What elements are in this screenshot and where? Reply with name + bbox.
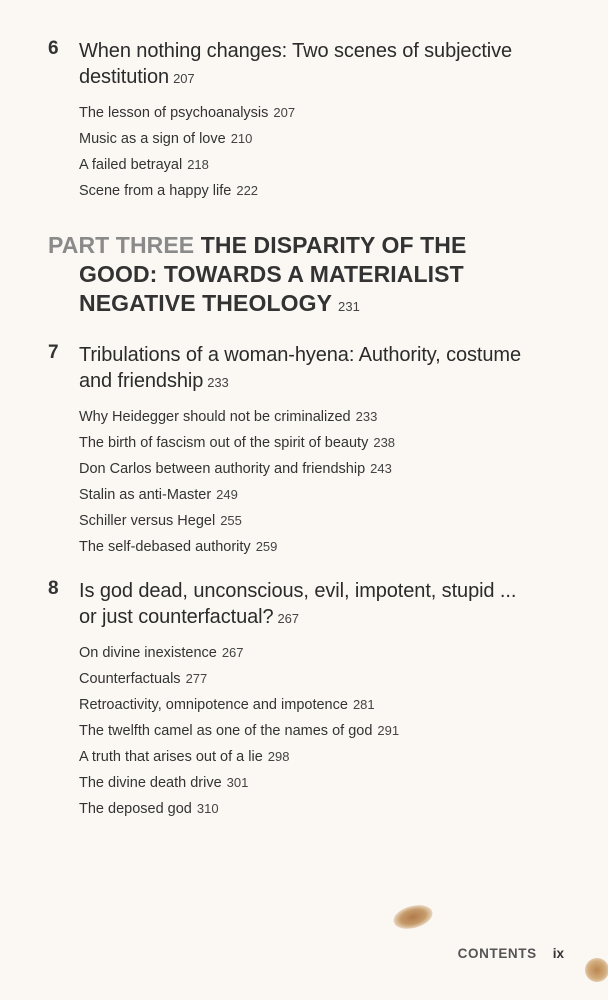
chapter-title xyxy=(79,38,568,92)
section-title: Music as a sign of love xyxy=(79,131,226,147)
chapter-number: 8 xyxy=(48,578,59,599)
section-page: 218 xyxy=(187,157,209,172)
chapter-title-line: When nothing changes: Two scenes of subjective xyxy=(79,40,513,62)
part-page: 231 xyxy=(338,299,361,314)
chapter-6 xyxy=(48,38,568,204)
section-page: 255 xyxy=(220,513,242,528)
section-page: 267 xyxy=(221,645,244,660)
chapter-page: 267 xyxy=(277,611,299,626)
part-heading xyxy=(48,231,568,321)
chapter-title-line: destitution xyxy=(79,66,170,88)
section-entry xyxy=(79,508,568,534)
section-list xyxy=(79,100,568,204)
chapter-number: 7 xyxy=(48,342,59,363)
section-title: Don Carlos between authority and friendship xyxy=(79,461,366,477)
section-title: Why Heidegger should not be criminalized xyxy=(79,409,351,425)
section-title: A truth that arises out of a lie xyxy=(79,749,263,765)
section-page: 298 xyxy=(267,749,290,764)
section-title: The birth of fascism out of the spirit of beauty xyxy=(79,435,369,451)
section-entry xyxy=(79,666,568,692)
section-entry xyxy=(79,456,568,482)
section-entry xyxy=(79,770,568,796)
section-page: 222 xyxy=(236,183,259,198)
chapter-number: 6 xyxy=(48,38,59,59)
page-number: ix xyxy=(552,946,564,961)
section-entry xyxy=(79,152,568,178)
section-page: 207 xyxy=(273,105,296,120)
section-title: Counterfactuals xyxy=(79,671,181,687)
section-page: 238 xyxy=(373,435,396,450)
section-page: 281 xyxy=(352,697,375,712)
section-entry xyxy=(79,430,568,456)
section-entry xyxy=(79,744,568,770)
section-title: Schiller versus Hegel xyxy=(79,513,216,529)
chapter-title xyxy=(79,342,568,396)
chapter-title-line: Is god dead, unconscious, evil, impotent, stupid ... xyxy=(79,580,517,602)
section-title: The lesson of psychoanalysis xyxy=(79,105,269,121)
paper-stain xyxy=(585,958,608,982)
section-title: Retroactivity, omnipotence and impotence xyxy=(79,697,348,713)
section-entry xyxy=(79,178,568,204)
section-page: 301 xyxy=(226,775,249,790)
chapter-page: 207 xyxy=(173,71,195,86)
section-page: 233 xyxy=(355,409,378,424)
chapter-8 xyxy=(48,578,568,822)
chapter-7 xyxy=(48,342,568,560)
section-page: 277 xyxy=(185,671,208,686)
part-label: PART THREE xyxy=(48,232,195,258)
section-entry xyxy=(79,796,568,822)
part-title-line: GOOD: TOWARDS A MATERIALIST xyxy=(79,261,464,287)
section-entry xyxy=(79,692,568,718)
section-title: Stalin as anti-Master xyxy=(79,487,212,503)
section-page: 310 xyxy=(196,801,219,816)
section-title: The twelfth camel as one of the names of god xyxy=(79,723,373,739)
section-entry xyxy=(79,482,568,508)
section-page: 291 xyxy=(377,723,400,738)
section-page: 259 xyxy=(255,539,278,554)
section-title: On divine inexistence xyxy=(79,645,217,661)
section-list xyxy=(79,404,568,560)
section-title: Scene from a happy life xyxy=(79,183,232,199)
chapter-title-line: and friendship xyxy=(79,370,204,392)
section-page: 210 xyxy=(230,131,253,146)
part-title-line: THE DISPARITY OF THE xyxy=(200,232,467,258)
section-entry xyxy=(79,640,568,666)
section-entry xyxy=(79,404,568,430)
section-page: 249 xyxy=(216,487,238,502)
section-entry xyxy=(79,100,568,126)
section-title: The deposed god xyxy=(79,801,192,817)
chapter-title xyxy=(79,578,568,632)
section-title: A failed betrayal xyxy=(79,157,183,173)
chapter-page: 233 xyxy=(207,375,229,390)
chapter-title-line: or just counterfactual? xyxy=(79,606,274,628)
chapter-title-line: Tribulations of a woman-hyena: Authority, costume xyxy=(79,344,521,366)
page-footer xyxy=(458,946,564,961)
section-list xyxy=(79,640,568,822)
section-page: 243 xyxy=(370,461,392,476)
paper-stain xyxy=(391,901,435,933)
section-entry xyxy=(79,718,568,744)
section-entry xyxy=(79,126,568,152)
section-title: The divine death drive xyxy=(79,775,222,791)
section-title: The self-debased authority xyxy=(79,539,251,555)
running-head: CONTENTS xyxy=(457,946,537,961)
part-title-line: NEGATIVE THEOLOGY xyxy=(79,290,333,316)
section-entry xyxy=(79,534,568,560)
